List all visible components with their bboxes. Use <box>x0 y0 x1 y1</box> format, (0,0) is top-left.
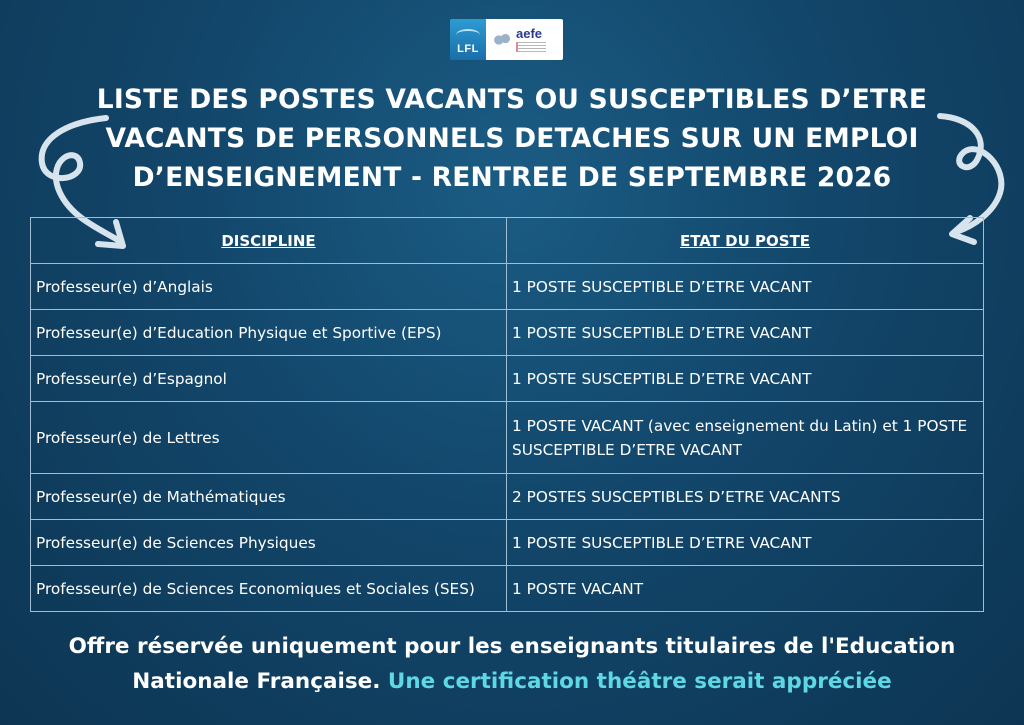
table-header-row <box>31 218 984 264</box>
etat-cell: 1 POSTE VACANT <box>507 566 984 612</box>
table-row <box>31 520 984 566</box>
aefe-logo-text: aefe <box>516 26 543 41</box>
table-row <box>31 264 984 310</box>
discipline-cell: Professeur(e) de Mathématiques <box>31 474 507 520</box>
discipline-cell: Professeur(e) de Sciences Physiques <box>31 520 507 566</box>
vacancy-table <box>30 217 984 612</box>
title-line-1: LISTE DES POSTES VACANTS OU SUSCEPTIBLES D’ETRE <box>96 84 928 115</box>
header-discipline: DISCIPLINE <box>31 218 507 264</box>
lfl-logo-text: LFL <box>457 43 479 55</box>
discipline-cell: Professeur(e) de Lettres <box>31 402 507 474</box>
table-row <box>31 356 984 402</box>
discipline-cell: Professeur(e) d’Education Physique et Sportive (EPS) <box>31 310 507 356</box>
footer-eligibility-text: Offre réservée uniquement pour les enseignants titulaires de l'Education Nationale Française. <box>68 634 956 694</box>
table-row <box>31 310 984 356</box>
aefe-tagline-graphic <box>516 42 546 52</box>
title-line-3: D’ENSEIGNEMENT - RENTREE DE SEPTEMBRE 2026 <box>132 162 892 193</box>
table-row <box>31 402 984 474</box>
etat-cell: 1 POSTE VACANT (avec enseignement du Latin) et 1 POSTE SUSCEPTIBLE D’ETRE VACANT <box>507 402 984 474</box>
table-row <box>31 474 984 520</box>
etat-cell: 1 POSTE SUSCEPTIBLE D’ETRE VACANT <box>507 520 984 566</box>
footer-note <box>40 629 984 699</box>
partner-logos <box>450 19 563 60</box>
etat-cell: 1 POSTE SUSCEPTIBLE D’ETRE VACANT <box>507 310 984 356</box>
discipline-cell: Professeur(e) d’Espagnol <box>31 356 507 402</box>
lfl-emblem-icon <box>456 29 480 41</box>
lfl-logo <box>450 19 486 60</box>
table-row <box>31 566 984 612</box>
etat-cell: 1 POSTE SUSCEPTIBLE D’ETRE VACANT <box>507 356 984 402</box>
discipline-cell: Professeur(e) de Sciences Economiques et Sociales (SES) <box>31 566 507 612</box>
page-title <box>90 80 934 197</box>
etat-cell: 1 POSTE SUSCEPTIBLE D’ETRE VACANT <box>507 264 984 310</box>
footer-certification-text: Une certification théâtre serait appréciée <box>387 669 892 694</box>
world-map-icon <box>490 33 512 47</box>
aefe-logo <box>486 19 563 60</box>
etat-cell: 2 POSTES SUSCEPTIBLES D’ETRE VACANTS <box>507 474 984 520</box>
header-etat: ETAT DU POSTE <box>507 218 984 264</box>
discipline-cell: Professeur(e) d’Anglais <box>31 264 507 310</box>
title-line-2: VACANTS DE PERSONNELS DETACHES SUR UN EMPLOI <box>105 123 919 154</box>
